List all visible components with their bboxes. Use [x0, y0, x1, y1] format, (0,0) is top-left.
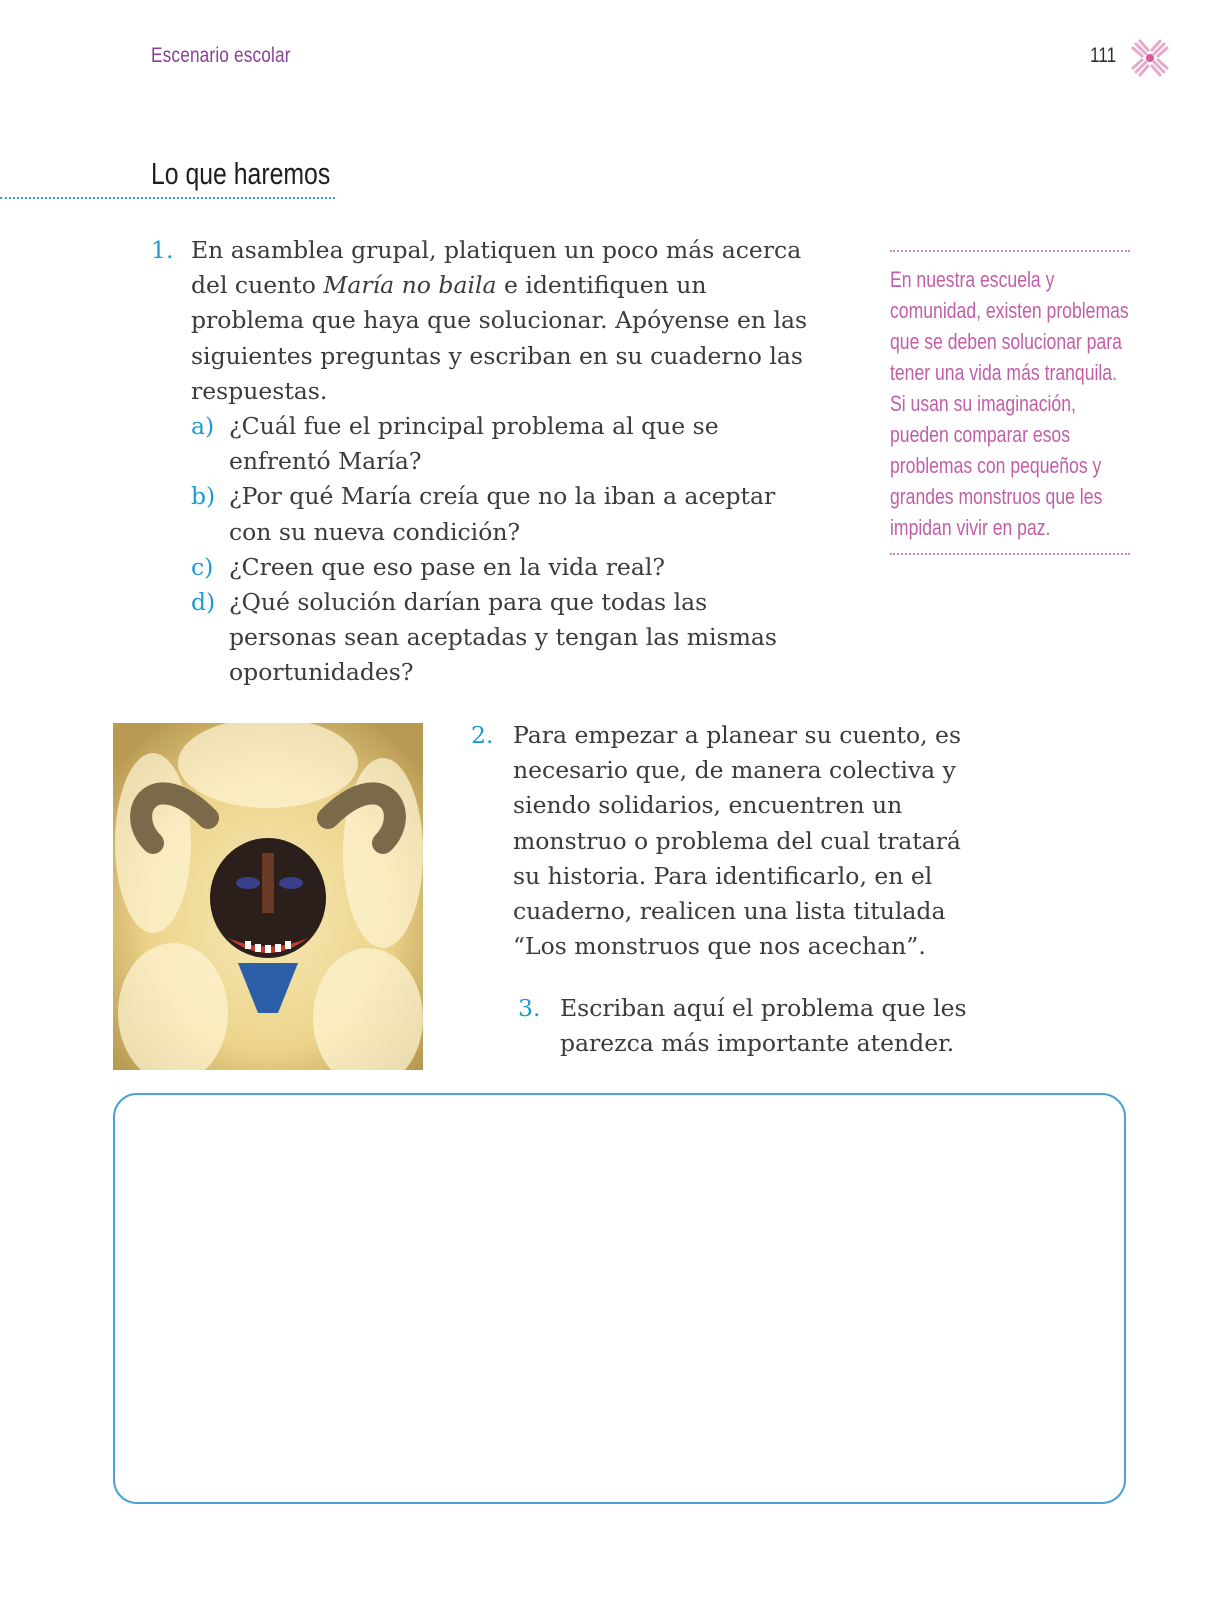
section-heading: Lo que haremos [151, 156, 331, 191]
decorative-cross-icon [1130, 38, 1170, 78]
task-1-text-after: e identifiquen un problema que haya que solucionar. Apóyense en las siguientes preguntas y escriban en su cuaderno las respuestas. [191, 271, 808, 405]
task-1-number: 1. [151, 236, 174, 264]
question-text: ¿Creen que eso pase en la vida real? [229, 552, 665, 581]
heading-dotted-rule [0, 197, 335, 199]
task-2-number: 2. [471, 721, 494, 749]
task-2 [471, 718, 991, 964]
question-text: ¿Qué solución darían para que todas las personas sean aceptadas y tengan las mismas oportunidades? [229, 588, 777, 687]
question-letter: b) [191, 482, 216, 511]
page-number: 111 [1090, 44, 1117, 67]
task-2-text: Para empezar a planear su cuento, es necesario que, de manera colectiva y siendo solidarios, encuentren un monstruo o problema del cual tratará su historia. Para identificarlo, en el cuaderno, realicen una lista titulada “Los monstruos que nos acechan”. [513, 721, 962, 961]
story-title: María no baila [323, 271, 497, 300]
task-3-text: Escriban aquí el problema que les parezca más importante atender. [560, 994, 967, 1058]
question-list [191, 409, 811, 691]
side-note [890, 250, 1130, 555]
task-3-number: 3. [518, 994, 541, 1022]
question-item [191, 550, 811, 585]
question-letter: d) [191, 588, 216, 617]
question-letter: c) [191, 552, 214, 581]
side-note-text: En nuestra escuela y comunidad, existen problemas que se deben solucionar para tener una vida más tranquila. Si usan su imaginación, pueden comparar esos problemas con pequeños y grandes monstruos que les impidan vivir en paz. [890, 267, 1129, 540]
question-text: ¿Cuál fue el principal problema al que se enfrentó María? [229, 412, 719, 476]
task-1 [151, 233, 831, 691]
question-item [191, 479, 811, 549]
answer-writing-box[interactable] [113, 1093, 1126, 1504]
masked-figure-photo [113, 723, 423, 1070]
question-item [191, 585, 811, 691]
task-1-text [191, 233, 811, 409]
section-label: Escenario escolar [151, 44, 291, 67]
question-item [191, 409, 811, 479]
question-letter: a) [191, 412, 215, 441]
task-1-text-before: En asamblea grupal, platiquen un poco más acerca del cuento [191, 236, 802, 300]
task-3 [518, 991, 1018, 1061]
question-text: ¿Por qué María creía que no la iban a aceptar con su nueva condición? [229, 482, 776, 546]
